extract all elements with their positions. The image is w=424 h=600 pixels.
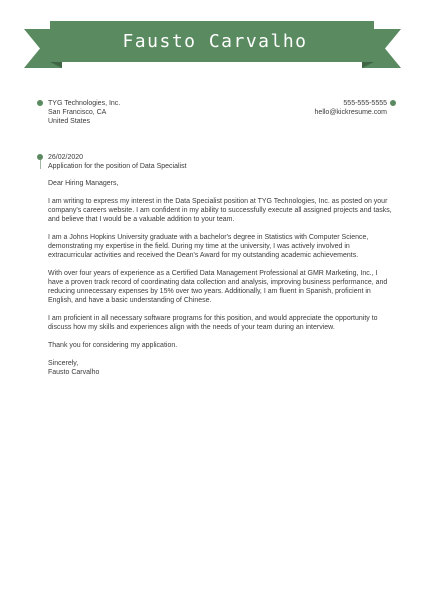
- letter-date: 26/02/2020: [48, 154, 84, 161]
- sender-bullet-dot: [37, 100, 43, 106]
- sender-address: [48, 99, 120, 126]
- header-ribbon: [0, 0, 424, 80]
- letter-greeting: Dear Hiring Managers,: [48, 180, 119, 187]
- contact-email: hello@kickresume.com: [314, 109, 387, 116]
- letter-body: [48, 179, 393, 377]
- sender-company: TYG Technologies, Inc.: [48, 100, 121, 107]
- letter-paragraph: Thank you for considering my application.: [48, 342, 178, 349]
- contact-phone: 555-555-5555: [343, 100, 387, 107]
- letter-closing: Sincerely,: [48, 360, 79, 367]
- timeline-line: [40, 160, 41, 169]
- letter-paragraph: I am writing to express my interest in the Data Specialist position at TYG Technologies, Inc. as posted on your company's careers website. I am confident in my ability to successfully execute all assigned projects and tasks, and believe that I would be a valuable addition to your team.: [48, 198, 392, 223]
- sender-city: San Francisco, CA: [48, 109, 107, 116]
- contact-info: [315, 99, 387, 117]
- letter-signature: Fausto Carvalho: [48, 369, 100, 376]
- sender-country: United States: [48, 118, 91, 125]
- letter-paragraph: I am proficient in all necessary software programs for this position, and would appreciate the opportunity to discuss how my skills and experiences align with the needs of your team during an interview.: [48, 315, 378, 331]
- applicant-name: Fausto Carvalho: [122, 31, 308, 52]
- letter-paragraph: With over four years of experience as a Certified Data Management Professional at GMR Marketing, Inc., I have a proven track record of coordinating data collection and analysis, improving business performance, and reducing unnecessary expenses by 15% over two years. Additionally, I am fluent in Spanish, proficient in English, and have a basic understanding of Chinese.: [48, 270, 388, 304]
- date-block: [48, 153, 187, 171]
- letter-paragraph: I am a Johns Hopkins University graduate with a bachelor's degree in Statistics with Computer Science, demonstrating my expertise in the field. During my time at the university, I was actively involved in extracurricular activities and received the Dean's Award for my outstanding academic achievements.: [48, 234, 369, 259]
- letter-subject: Application for the position of Data Specialist: [48, 163, 187, 170]
- contact-bullet-dot: [390, 100, 396, 106]
